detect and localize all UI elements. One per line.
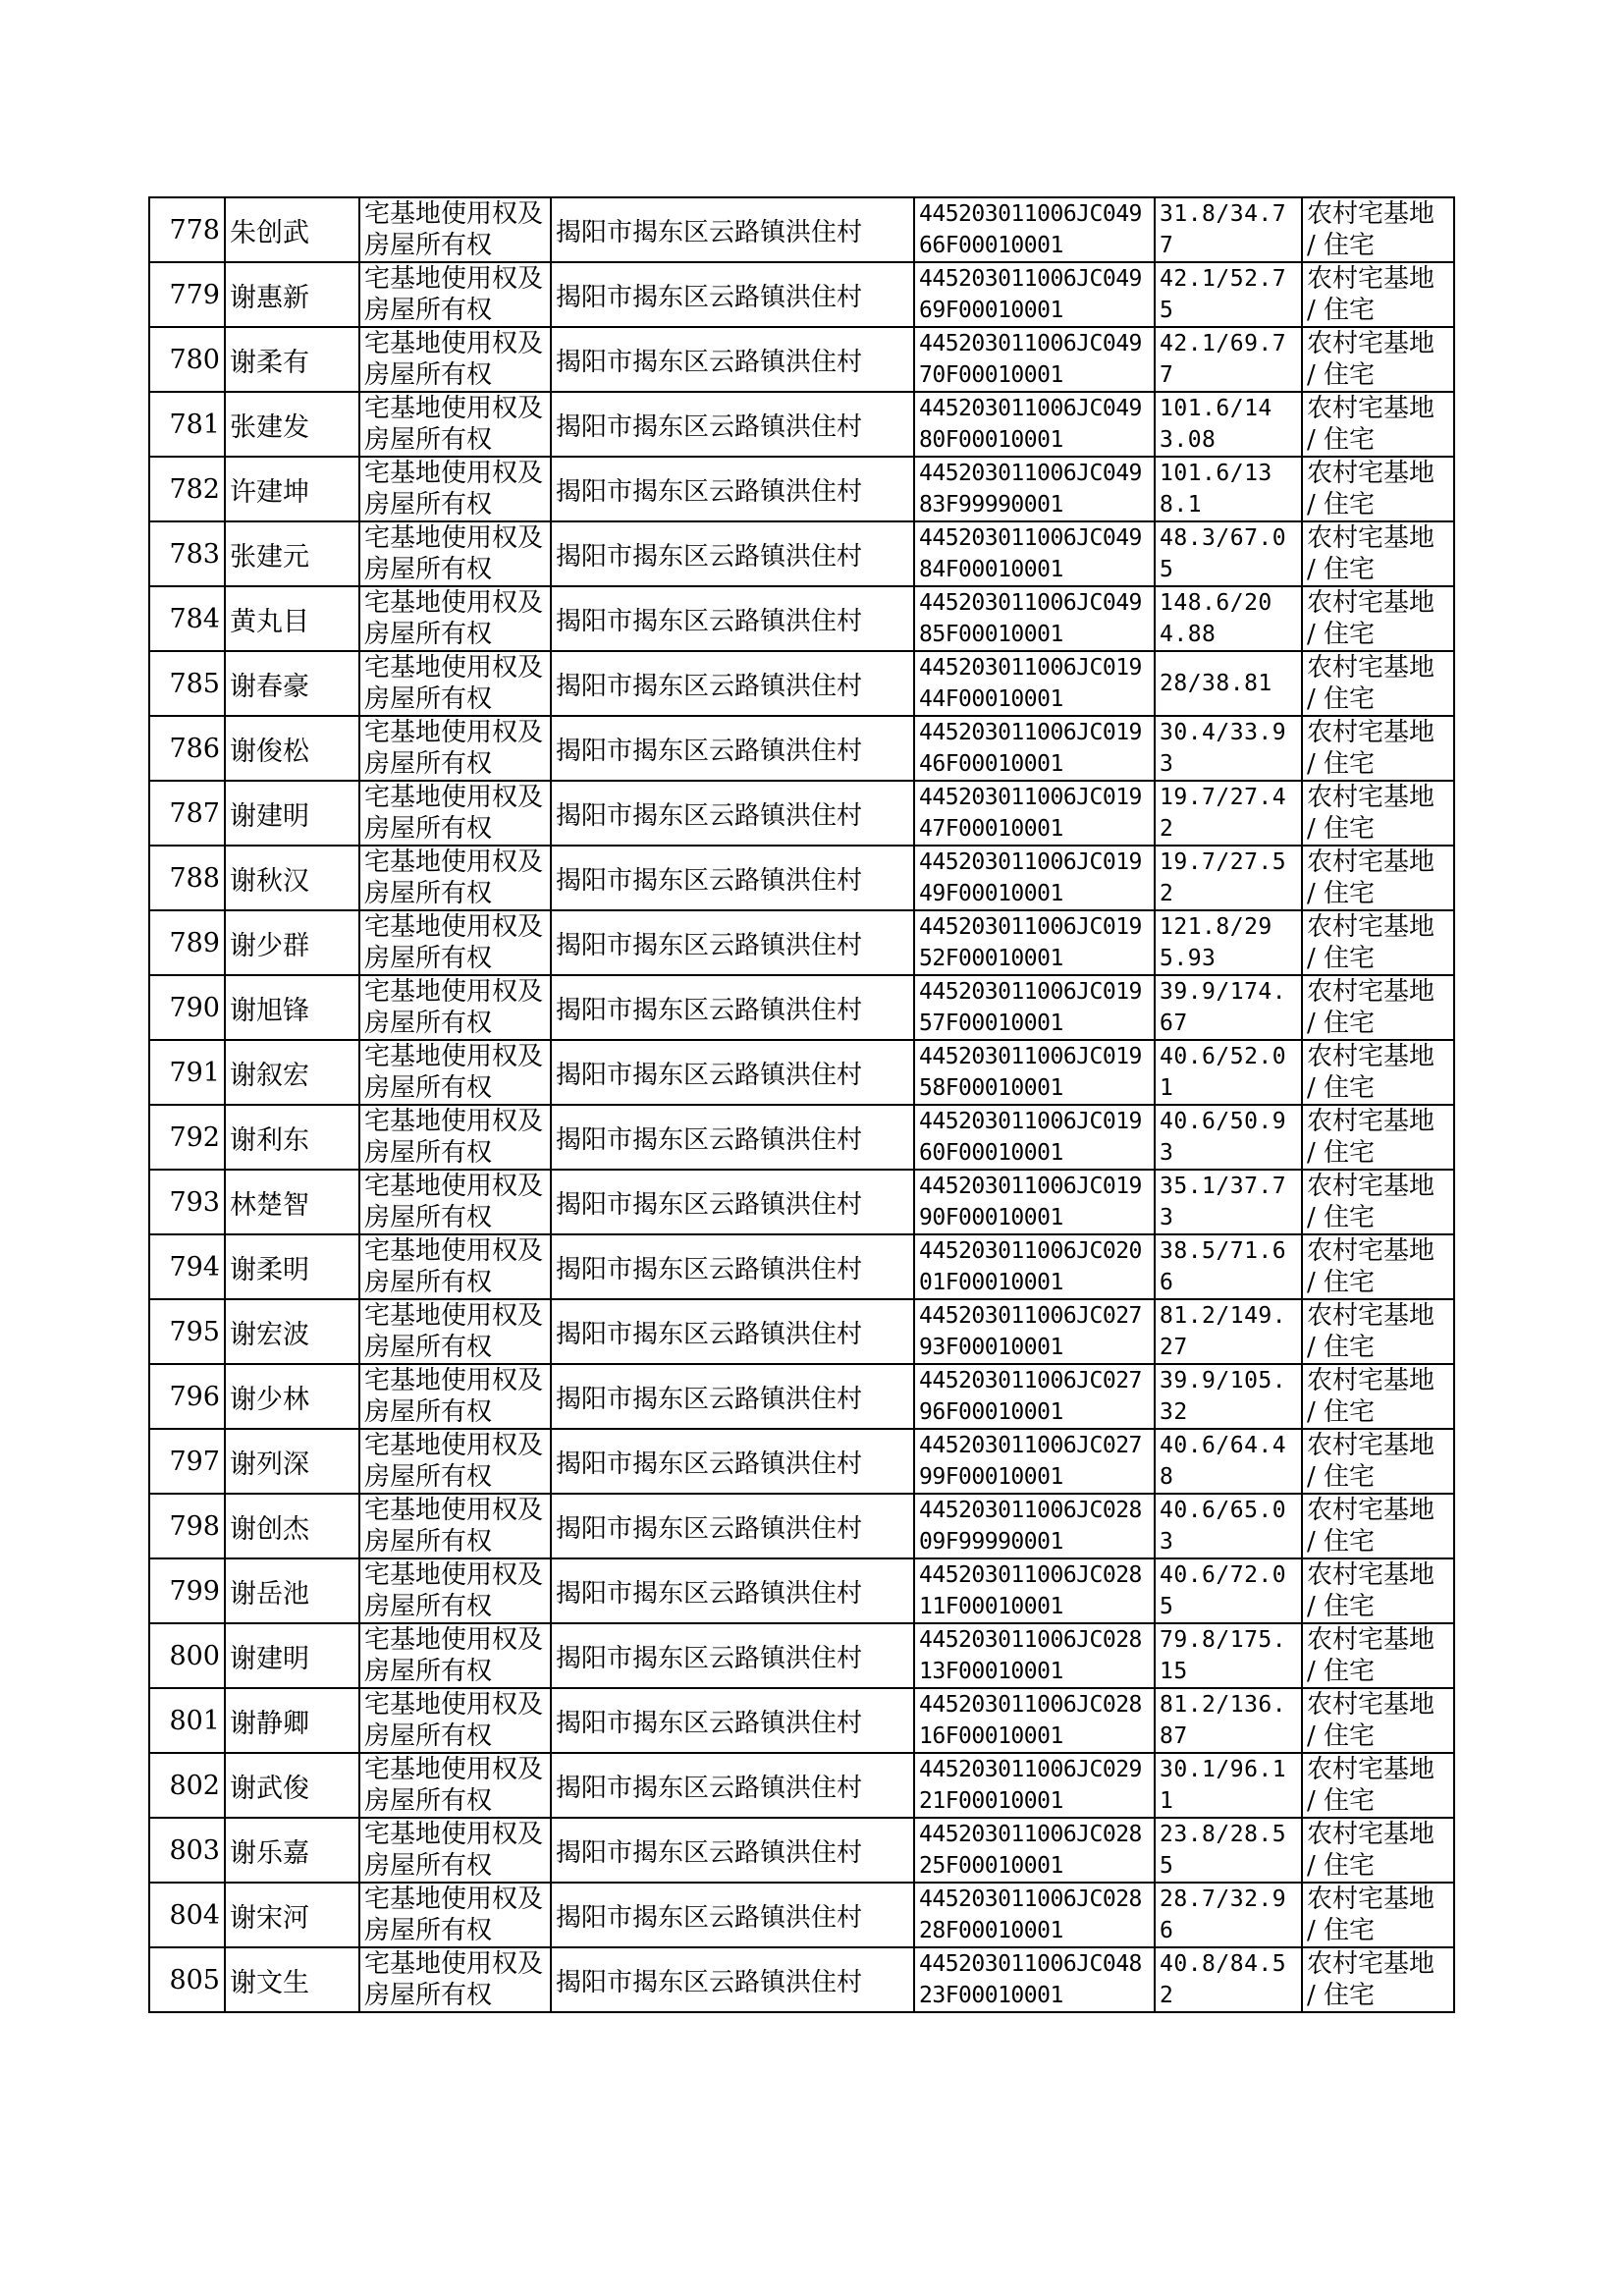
right-type: 宅基地使用权及房屋所有权 (359, 262, 551, 327)
location: 揭阳市揭东区云路镇洪住村 (551, 1753, 914, 1818)
land-use: 农村宅基地 / 住宅 (1302, 197, 1454, 262)
row-number: 797 (149, 1429, 225, 1494)
owner-name: 谢建明 (225, 781, 359, 846)
owner-name: 谢宏波 (225, 1299, 359, 1364)
table-row (149, 1494, 1454, 1558)
unit-code: 445203011006JC04966F00010001 (914, 197, 1155, 262)
unit-code: 445203011006JC02921F00010001 (914, 1753, 1155, 1818)
table-row (149, 846, 1454, 910)
unit-code: 445203011006JC01944F00010001 (914, 651, 1155, 716)
unit-code: 445203011006JC01960F00010001 (914, 1105, 1155, 1170)
location: 揭阳市揭东区云路镇洪住村 (551, 1040, 914, 1105)
area-value: 121.8/295.93 (1155, 910, 1302, 975)
right-type: 宅基地使用权及房屋所有权 (359, 1105, 551, 1170)
owner-name: 许建坤 (225, 457, 359, 521)
area-value: 48.3/67.05 (1155, 521, 1302, 586)
land-use: 农村宅基地 / 住宅 (1302, 1623, 1454, 1688)
area-value: 39.9/105.32 (1155, 1364, 1302, 1429)
owner-name: 谢旭锋 (225, 975, 359, 1040)
location: 揭阳市揭东区云路镇洪住村 (551, 327, 914, 392)
location: 揭阳市揭东区云路镇洪住村 (551, 716, 914, 781)
owner-name: 谢秋汉 (225, 846, 359, 910)
row-number: 793 (149, 1170, 225, 1234)
right-type: 宅基地使用权及房屋所有权 (359, 521, 551, 586)
location: 揭阳市揭东区云路镇洪住村 (551, 262, 914, 327)
owner-name: 谢宋河 (225, 1883, 359, 1947)
land-use: 农村宅基地 / 住宅 (1302, 1040, 1454, 1105)
owner-name: 谢俊松 (225, 716, 359, 781)
land-use: 农村宅基地 / 住宅 (1302, 521, 1454, 586)
row-number: 785 (149, 651, 225, 716)
land-use: 农村宅基地 / 住宅 (1302, 1299, 1454, 1364)
area-value: 42.1/52.75 (1155, 262, 1302, 327)
location: 揭阳市揭东区云路镇洪住村 (551, 1688, 914, 1753)
right-type: 宅基地使用权及房屋所有权 (359, 197, 551, 262)
unit-code: 445203011006JC04970F00010001 (914, 327, 1155, 392)
table-row (149, 1883, 1454, 1947)
right-type: 宅基地使用权及房屋所有权 (359, 1170, 551, 1234)
owner-name: 谢列深 (225, 1429, 359, 1494)
row-number: 805 (149, 1947, 225, 2012)
land-use: 农村宅基地 / 住宅 (1302, 1947, 1454, 2012)
location: 揭阳市揭东区云路镇洪住村 (551, 1364, 914, 1429)
location: 揭阳市揭东区云路镇洪住村 (551, 1299, 914, 1364)
row-number: 803 (149, 1818, 225, 1883)
table-row (149, 716, 1454, 781)
unit-code: 445203011006JC01946F00010001 (914, 716, 1155, 781)
unit-code: 445203011006JC02816F00010001 (914, 1688, 1155, 1753)
area-value: 28/38.81 (1155, 651, 1302, 716)
unit-code: 445203011006JC02793F00010001 (914, 1299, 1155, 1364)
right-type: 宅基地使用权及房屋所有权 (359, 846, 551, 910)
table-row (149, 975, 1454, 1040)
location: 揭阳市揭东区云路镇洪住村 (551, 651, 914, 716)
row-number: 798 (149, 1494, 225, 1558)
right-type: 宅基地使用权及房屋所有权 (359, 586, 551, 651)
table-row (149, 1364, 1454, 1429)
right-type: 宅基地使用权及房屋所有权 (359, 1947, 551, 2012)
owner-name: 谢少群 (225, 910, 359, 975)
unit-code: 445203011006JC02813F00010001 (914, 1623, 1155, 1688)
area-value: 40.6/52.01 (1155, 1040, 1302, 1105)
table-row (149, 392, 1454, 457)
land-use: 农村宅基地 / 住宅 (1302, 651, 1454, 716)
area-value: 31.8/34.77 (1155, 197, 1302, 262)
land-use: 农村宅基地 / 住宅 (1302, 1688, 1454, 1753)
table-row (149, 1040, 1454, 1105)
table-row (149, 1105, 1454, 1170)
area-value: 101.6/143.08 (1155, 392, 1302, 457)
location: 揭阳市揭东区云路镇洪住村 (551, 910, 914, 975)
row-number: 792 (149, 1105, 225, 1170)
owner-name: 张建元 (225, 521, 359, 586)
unit-code: 445203011006JC01990F00010001 (914, 1170, 1155, 1234)
land-use: 农村宅基地 / 住宅 (1302, 1234, 1454, 1299)
right-type: 宅基地使用权及房屋所有权 (359, 1494, 551, 1558)
land-use: 农村宅基地 / 住宅 (1302, 910, 1454, 975)
unit-code: 445203011006JC02811F00010001 (914, 1558, 1155, 1623)
owner-name: 黄丸目 (225, 586, 359, 651)
owner-name: 谢叙宏 (225, 1040, 359, 1105)
right-type: 宅基地使用权及房屋所有权 (359, 1299, 551, 1364)
location: 揭阳市揭东区云路镇洪住村 (551, 1623, 914, 1688)
table-row (149, 457, 1454, 521)
owner-name: 张建发 (225, 392, 359, 457)
area-value: 38.5/71.66 (1155, 1234, 1302, 1299)
unit-code: 445203011006JC02796F00010001 (914, 1364, 1155, 1429)
owner-name: 谢建明 (225, 1623, 359, 1688)
right-type: 宅基地使用权及房屋所有权 (359, 1623, 551, 1688)
location: 揭阳市揭东区云路镇洪住村 (551, 1558, 914, 1623)
right-type: 宅基地使用权及房屋所有权 (359, 1364, 551, 1429)
area-value: 40.6/65.03 (1155, 1494, 1302, 1558)
area-value: 23.8/28.55 (1155, 1818, 1302, 1883)
right-type: 宅基地使用权及房屋所有权 (359, 975, 551, 1040)
area-value: 30.1/96.11 (1155, 1753, 1302, 1818)
row-number: 804 (149, 1883, 225, 1947)
table-row (149, 1753, 1454, 1818)
location: 揭阳市揭东区云路镇洪住村 (551, 1234, 914, 1299)
table-row (149, 1688, 1454, 1753)
unit-code: 445203011006JC04980F00010001 (914, 392, 1155, 457)
row-number: 784 (149, 586, 225, 651)
location: 揭阳市揭东区云路镇洪住村 (551, 586, 914, 651)
right-type: 宅基地使用权及房屋所有权 (359, 392, 551, 457)
table-row (149, 586, 1454, 651)
location: 揭阳市揭东区云路镇洪住村 (551, 1105, 914, 1170)
right-type: 宅基地使用权及房屋所有权 (359, 1429, 551, 1494)
owner-name: 谢柔有 (225, 327, 359, 392)
right-type: 宅基地使用权及房屋所有权 (359, 1883, 551, 1947)
location: 揭阳市揭东区云路镇洪住村 (551, 1170, 914, 1234)
area-value: 40.6/50.93 (1155, 1105, 1302, 1170)
table-row (149, 197, 1454, 262)
land-use: 农村宅基地 / 住宅 (1302, 1753, 1454, 1818)
owner-name: 谢静卿 (225, 1688, 359, 1753)
row-number: 778 (149, 197, 225, 262)
location: 揭阳市揭东区云路镇洪住村 (551, 975, 914, 1040)
row-number: 794 (149, 1234, 225, 1299)
row-number: 788 (149, 846, 225, 910)
location: 揭阳市揭东区云路镇洪住村 (551, 1818, 914, 1883)
land-use: 农村宅基地 / 住宅 (1302, 716, 1454, 781)
table-row (149, 1947, 1454, 2012)
right-type: 宅基地使用权及房屋所有权 (359, 651, 551, 716)
land-use: 农村宅基地 / 住宅 (1302, 1429, 1454, 1494)
row-number: 783 (149, 521, 225, 586)
area-value: 81.2/136.87 (1155, 1688, 1302, 1753)
area-value: 19.7/27.42 (1155, 781, 1302, 846)
land-use: 农村宅基地 / 住宅 (1302, 846, 1454, 910)
right-type: 宅基地使用权及房屋所有权 (359, 1558, 551, 1623)
unit-code: 445203011006JC04985F00010001 (914, 586, 1155, 651)
right-type: 宅基地使用权及房屋所有权 (359, 327, 551, 392)
row-number: 787 (149, 781, 225, 846)
unit-code: 445203011006JC04823F00010001 (914, 1947, 1155, 2012)
location: 揭阳市揭东区云路镇洪住村 (551, 846, 914, 910)
table-row (149, 1818, 1454, 1883)
right-type: 宅基地使用权及房屋所有权 (359, 716, 551, 781)
row-number: 802 (149, 1753, 225, 1818)
area-value: 42.1/69.77 (1155, 327, 1302, 392)
area-value: 28.7/32.96 (1155, 1883, 1302, 1947)
unit-code: 445203011006JC04984F00010001 (914, 521, 1155, 586)
row-number: 781 (149, 392, 225, 457)
owner-name: 谢岳池 (225, 1558, 359, 1623)
area-value: 148.6/204.88 (1155, 586, 1302, 651)
unit-code: 445203011006JC01949F00010001 (914, 846, 1155, 910)
area-value: 30.4/33.93 (1155, 716, 1302, 781)
table-row (149, 1170, 1454, 1234)
location: 揭阳市揭东区云路镇洪住村 (551, 197, 914, 262)
row-number: 779 (149, 262, 225, 327)
unit-code: 445203011006JC02825F00010001 (914, 1818, 1155, 1883)
area-value: 40.6/64.48 (1155, 1429, 1302, 1494)
row-number: 795 (149, 1299, 225, 1364)
right-type: 宅基地使用权及房屋所有权 (359, 1753, 551, 1818)
row-number: 796 (149, 1364, 225, 1429)
area-value: 79.8/175.15 (1155, 1623, 1302, 1688)
right-type: 宅基地使用权及房屋所有权 (359, 910, 551, 975)
location: 揭阳市揭东区云路镇洪住村 (551, 781, 914, 846)
registry-table (148, 196, 1455, 2013)
location: 揭阳市揭东区云路镇洪住村 (551, 1947, 914, 2012)
table-row (149, 327, 1454, 392)
area-value: 81.2/149.27 (1155, 1299, 1302, 1364)
table-row (149, 1299, 1454, 1364)
land-use: 农村宅基地 / 住宅 (1302, 781, 1454, 846)
location: 揭阳市揭东区云路镇洪住村 (551, 457, 914, 521)
row-number: 801 (149, 1688, 225, 1753)
table-row (149, 1558, 1454, 1623)
row-number: 782 (149, 457, 225, 521)
owner-name: 谢武俊 (225, 1753, 359, 1818)
land-use: 农村宅基地 / 住宅 (1302, 1105, 1454, 1170)
area-value: 39.9/174.67 (1155, 975, 1302, 1040)
land-use: 农村宅基地 / 住宅 (1302, 392, 1454, 457)
unit-code: 445203011006JC04969F00010001 (914, 262, 1155, 327)
table-row (149, 781, 1454, 846)
owner-name: 谢惠新 (225, 262, 359, 327)
unit-code: 445203011006JC04983F99990001 (914, 457, 1155, 521)
row-number: 790 (149, 975, 225, 1040)
unit-code: 445203011006JC02799F00010001 (914, 1429, 1155, 1494)
row-number: 799 (149, 1558, 225, 1623)
right-type: 宅基地使用权及房屋所有权 (359, 1818, 551, 1883)
owner-name: 谢文生 (225, 1947, 359, 2012)
owner-name: 谢春豪 (225, 651, 359, 716)
table-row (149, 262, 1454, 327)
row-number: 791 (149, 1040, 225, 1105)
area-value: 40.6/72.05 (1155, 1558, 1302, 1623)
location: 揭阳市揭东区云路镇洪住村 (551, 392, 914, 457)
unit-code: 445203011006JC02809F99990001 (914, 1494, 1155, 1558)
row-number: 800 (149, 1623, 225, 1688)
location: 揭阳市揭东区云路镇洪住村 (551, 1494, 914, 1558)
land-use: 农村宅基地 / 住宅 (1302, 1364, 1454, 1429)
table-row (149, 521, 1454, 586)
land-use: 农村宅基地 / 住宅 (1302, 1494, 1454, 1558)
table-row (149, 910, 1454, 975)
land-use: 农村宅基地 / 住宅 (1302, 1818, 1454, 1883)
owner-name: 谢创杰 (225, 1494, 359, 1558)
unit-code: 445203011006JC02828F00010001 (914, 1883, 1155, 1947)
land-use: 农村宅基地 / 住宅 (1302, 1170, 1454, 1234)
location: 揭阳市揭东区云路镇洪住村 (551, 1883, 914, 1947)
unit-code: 445203011006JC01947F00010001 (914, 781, 1155, 846)
area-value: 101.6/138.1 (1155, 457, 1302, 521)
unit-code: 445203011006JC01958F00010001 (914, 1040, 1155, 1105)
table-row (149, 1623, 1454, 1688)
area-value: 40.8/84.52 (1155, 1947, 1302, 2012)
land-use: 农村宅基地 / 住宅 (1302, 586, 1454, 651)
row-number: 780 (149, 327, 225, 392)
right-type: 宅基地使用权及房屋所有权 (359, 781, 551, 846)
table-row (149, 1234, 1454, 1299)
unit-code: 445203011006JC02001F00010001 (914, 1234, 1155, 1299)
right-type: 宅基地使用权及房屋所有权 (359, 1040, 551, 1105)
land-use: 农村宅基地 / 住宅 (1302, 975, 1454, 1040)
area-value: 19.7/27.52 (1155, 846, 1302, 910)
owner-name: 朱创武 (225, 197, 359, 262)
right-type: 宅基地使用权及房屋所有权 (359, 457, 551, 521)
owner-name: 林楚智 (225, 1170, 359, 1234)
land-use: 农村宅基地 / 住宅 (1302, 1558, 1454, 1623)
table-body (149, 197, 1454, 2012)
table-row (149, 1429, 1454, 1494)
land-use: 农村宅基地 / 住宅 (1302, 262, 1454, 327)
unit-code: 445203011006JC01952F00010001 (914, 910, 1155, 975)
location: 揭阳市揭东区云路镇洪住村 (551, 521, 914, 586)
table-row (149, 651, 1454, 716)
owner-name: 谢少林 (225, 1364, 359, 1429)
owner-name: 谢柔明 (225, 1234, 359, 1299)
unit-code: 445203011006JC01957F00010001 (914, 975, 1155, 1040)
land-use: 农村宅基地 / 住宅 (1302, 1883, 1454, 1947)
right-type: 宅基地使用权及房屋所有权 (359, 1234, 551, 1299)
area-value: 35.1/37.73 (1155, 1170, 1302, 1234)
location: 揭阳市揭东区云路镇洪住村 (551, 1429, 914, 1494)
right-type: 宅基地使用权及房屋所有权 (359, 1688, 551, 1753)
land-use: 农村宅基地 / 住宅 (1302, 457, 1454, 521)
row-number: 789 (149, 910, 225, 975)
land-use: 农村宅基地 / 住宅 (1302, 327, 1454, 392)
owner-name: 谢利东 (225, 1105, 359, 1170)
row-number: 786 (149, 716, 225, 781)
owner-name: 谢乐嘉 (225, 1818, 359, 1883)
